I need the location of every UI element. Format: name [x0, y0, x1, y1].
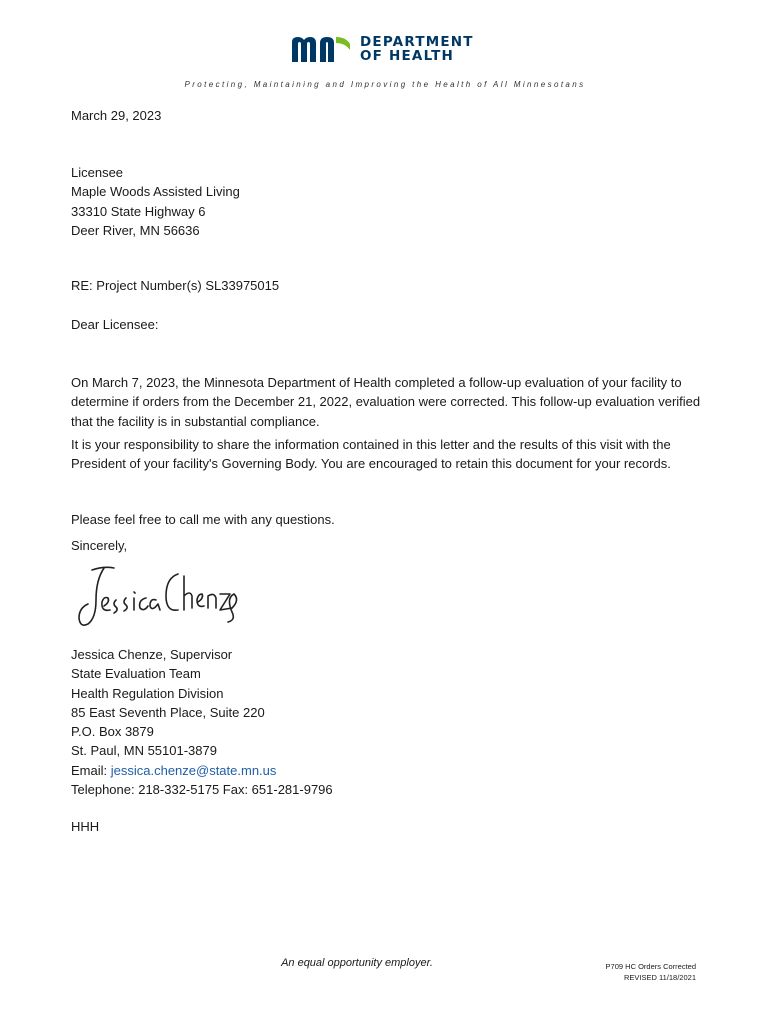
sender-team: State Evaluation Team: [71, 666, 201, 682]
logo-line-2: OF HEALTH: [360, 48, 455, 64]
paragraph-3: Please feel free to call me with any questions.: [71, 512, 335, 527]
recipient-address: [71, 163, 711, 240]
revised-date: REVISED 11/18/2021: [624, 973, 696, 982]
tagline: Protecting, Maintaining and Improving the Health of All Minnesotans: [184, 80, 586, 89]
form-code-block: [606, 961, 696, 983]
recipient-line-4: Deer River, MN 56636: [71, 222, 200, 238]
paragraph-2: It is your responsibility to share the information contained in this letter and the results of this visit with the President of your facility's Governing Body. You are encouraged to retain this document for your records.: [71, 437, 671, 472]
letter-date: March 29, 2023: [71, 108, 162, 123]
recipient-line-1: Licensee: [71, 165, 124, 180]
re-line: RE: Project Number(s) SL33975015: [71, 278, 280, 293]
sender-division: Health Regulation Division: [71, 685, 224, 701]
mdh-logo: [290, 34, 474, 64]
form-code: P709 HC Orders Corrected: [605, 962, 696, 971]
sender-email-line: [71, 761, 711, 780]
logo-line-1: DEPARTMENT: [360, 34, 474, 50]
equal-opportunity-statement: An equal opportunity employer.: [281, 957, 433, 969]
handwritten-signature: [74, 560, 244, 640]
sender-block: [71, 645, 711, 799]
paragraph-1: On March 7, 2023, the Minnesota Department of Health completed a follow-up evaluation of your facility to determine if orders from the December 21, 2022, evaluation were corrected. This follow-up evaluation verified that the facility is in substantial compliance.: [71, 375, 701, 429]
minnesota-mn-logo-icon: [290, 34, 352, 64]
sender-phone: Telephone: 218-332-5175 Fax: 651-281-9796: [71, 782, 333, 798]
email-link[interactable]: jessica.chenze@state.mn.us: [110, 762, 277, 778]
sender-name-title: Jessica Chenze, Supervisor: [71, 647, 233, 662]
sender-po-box: P.O. Box 3879: [71, 724, 154, 740]
sender-city: St. Paul, MN 55101-3879: [71, 743, 217, 759]
recipient-line-3: 33310 State Highway 6: [71, 203, 206, 219]
sender-street: 85 East Seventh Place, Suite 220: [71, 704, 265, 720]
closing: Sincerely,: [71, 538, 128, 553]
salutation: Dear Licensee:: [71, 317, 159, 332]
recipient-line-2: Maple Woods Assisted Living: [71, 184, 240, 200]
typist-initials: HHH: [71, 819, 100, 834]
email-label: Email:: [71, 762, 111, 778]
